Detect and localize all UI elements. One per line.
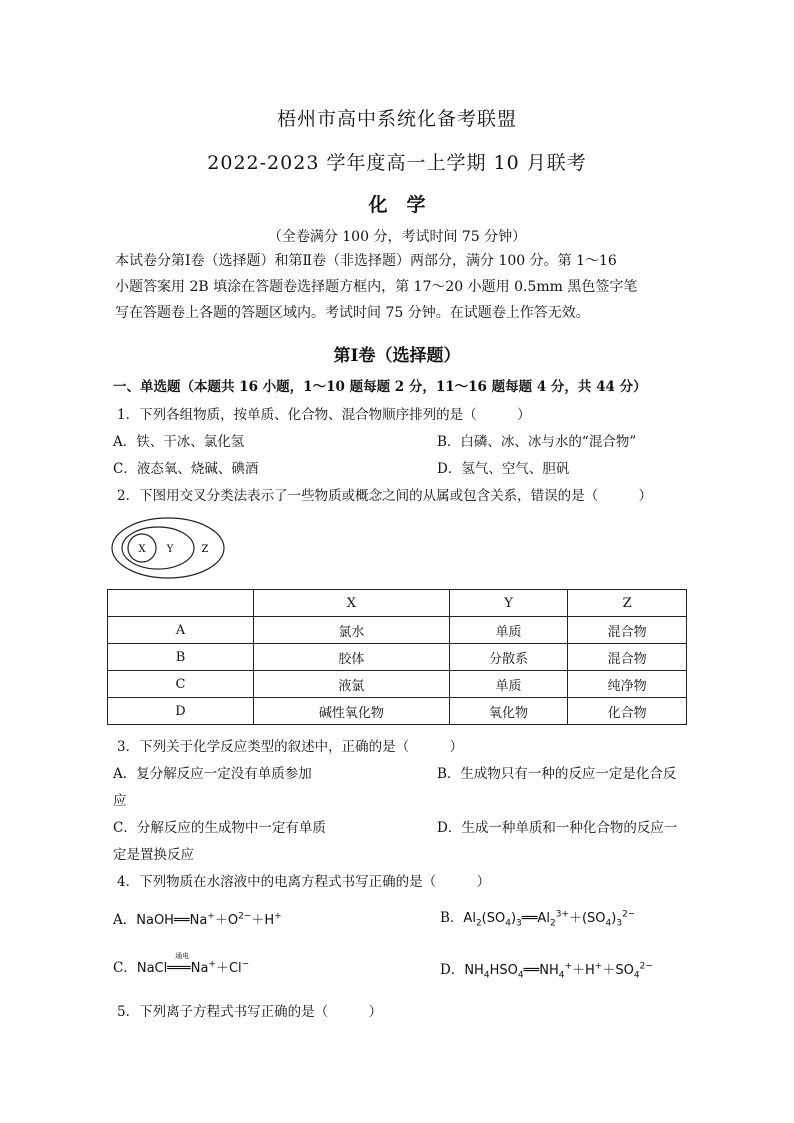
part1-title: 第Ⅰ卷（选择题）	[333, 346, 461, 366]
q2-table	[107, 589, 687, 725]
instruction-line: 写在答题卷上各题的答题区域内。考试时间 75 分钟。在试题卷上作答无效。	[115, 305, 590, 321]
q4-formula-d: $NH_4HSO_4══NH_4^++H^++SO_4^{2-}$	[464, 961, 653, 981]
table-cell: 化合物	[568, 698, 687, 725]
table-cell: A	[108, 617, 254, 644]
q4-stem: 4．下列物质在水溶液中的电离方程式书写正确的是（ ）	[117, 874, 491, 890]
q4-option-b-label: B．	[440, 910, 464, 926]
electrolysis-label: 通电	[175, 952, 190, 960]
table-row	[108, 671, 687, 698]
q3-option-b: B．生成物只有一种的反应一定是化合反	[437, 766, 677, 782]
table-cell: D	[108, 698, 254, 725]
q4-option-a-label: A．	[113, 912, 137, 928]
q1-option-b: B．白磷、冰、冰与水的“混合物”	[437, 434, 637, 450]
table-row	[108, 644, 687, 671]
q1-option-a: A．铁、干冰、氯化氢	[113, 434, 245, 450]
q4-formula-a: $NaOH══Na^++O^{2-}+H^+$	[136, 911, 282, 928]
q1-stem: 1．下列各组物质，按单质、化合物、混合物顺序排列的是（ ）	[117, 407, 531, 423]
exam-title: 2022-2023 学年度高一上学期 10 月联考	[207, 152, 587, 174]
q3-stem: 3．下列关于化学反应类型的叙述中，正确的是（ ）	[117, 739, 464, 755]
q1-option-c: C．液态氧、烧碱、碘酒	[113, 461, 259, 477]
table-cell: X	[254, 590, 450, 617]
table-cell: 氯水	[254, 617, 450, 644]
table-cell: C	[108, 671, 254, 698]
q4-option-d-label: D．	[440, 962, 465, 978]
table-cell: 碱性氧化物	[254, 698, 450, 725]
label-x: X	[138, 544, 146, 555]
section1-title: 一、单选题（本题共 16 小题，1～10 题每题 2 分，11～16 题每题 4 分，共 44 分）	[113, 379, 647, 395]
instructions	[115, 248, 695, 326]
q3-option-d-cont: 定是置换反应	[113, 847, 194, 863]
q5-stem: 5．下列离子方程式书写正确的是（ ）	[117, 1004, 383, 1020]
table-header-row	[108, 590, 687, 617]
table-cell: 液氯	[254, 671, 450, 698]
table-cell: 氧化物	[449, 698, 568, 725]
q4-formula-c: NaCl 通电 ═══Na+＋Cl−	[136, 952, 250, 976]
table-cell: 单质	[449, 671, 568, 698]
q4-option-d	[440, 958, 653, 981]
table-cell: 混合物	[568, 617, 687, 644]
label-z: Z	[201, 544, 209, 555]
table-cell: Y	[449, 590, 568, 617]
table-row	[108, 698, 687, 725]
table-cell	[108, 590, 254, 617]
label-y: Y	[166, 544, 174, 555]
q3-option-a: A．复分解反应一定没有单质参加	[113, 766, 312, 782]
subject-title: 化 学	[368, 194, 426, 216]
org-title: 梧州市高中系统化备考联盟	[276, 108, 517, 130]
table-cell: Z	[568, 590, 687, 617]
table-cell: 分散系	[449, 644, 568, 671]
inclusion-diagram	[110, 515, 230, 581]
q3-option-c: C．分解反应的生成物中一定有单质	[113, 820, 326, 836]
table-cell: 纯净物	[568, 671, 687, 698]
table-cell: 单质	[449, 617, 568, 644]
ellipse-y	[122, 527, 194, 569]
q4-option-b	[440, 906, 635, 929]
table-cell: 胶体	[254, 644, 450, 671]
instruction-line: 本试卷分第Ⅰ卷（选择题）和第Ⅱ卷（非选择题）两部分，满分 100 分。第 1～16	[115, 253, 617, 269]
table-row	[108, 617, 687, 644]
q3-option-b-cont: 应	[113, 793, 127, 809]
q4-option-c-label: C．	[113, 960, 137, 976]
q2-stem: 2．下图用交叉分类法表示了一些物质或概念之间的从属或包含关系，错误的是（ ）	[117, 488, 653, 504]
q4-option-c	[113, 952, 250, 976]
exam-note: （全卷满分 100 分，考试时间 75 分钟）	[267, 229, 527, 245]
q4-formula-b: $Al_2(SO_4)_3══Al_2^{3+}+(SO_4)_3^{2-}$	[463, 909, 636, 929]
q3-option-d: D．生成一种单质和一种化合物的反应一	[437, 820, 678, 836]
q1-option-d: D．氢气、空气、胆矾	[437, 461, 570, 477]
table-cell: 混合物	[568, 644, 687, 671]
q4-option-a	[113, 908, 282, 928]
table-cell: B	[108, 644, 254, 671]
instruction-line: 小题答案用 2B 填涂在答题卷选择题方框内，第 17～20 小题用 0.5mm 黑色签字笔	[115, 279, 638, 295]
